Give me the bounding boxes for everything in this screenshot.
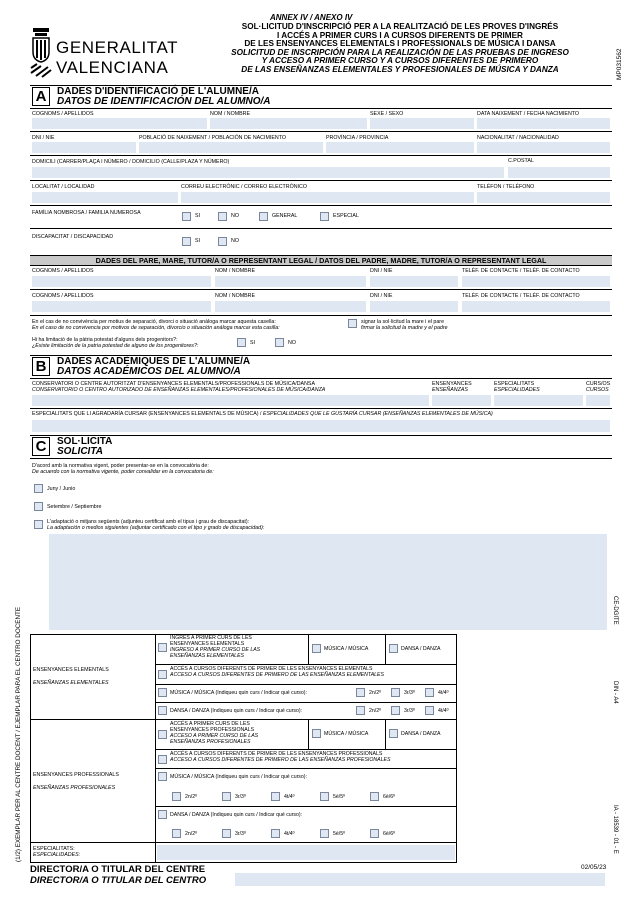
form-code: MP031562 [616, 48, 623, 80]
spec-label-va: ESPECIALITATS [494, 381, 535, 387]
left-margin-text: (1/2) EXEMPLAR PER AL CENTRE DOCENT / EJEMPLAR PARA EL CENTRO DOCENTE [15, 606, 22, 862]
sign-text-va: signar la sol·licitud la mare i el pare [361, 319, 445, 325]
limit-text-es: ¿Existe limitación de la patria potestad de alguno de los progenitores?: [32, 343, 199, 349]
adaptation-field[interactable] [49, 534, 607, 630]
name-label: NOM / NOMBRE [210, 111, 251, 117]
email-label: CORREU ELECTRÒNIC / CORREO ELECTRÓNICO [181, 184, 307, 190]
sex-label: SEXE / SEXO [370, 111, 404, 117]
parent2-contact-label: TELÈF. DE CONTACTE / TELÉF. DE CONTACTO [462, 293, 580, 299]
generalitat-logo [30, 26, 180, 82]
acces-prof-dance-checkbox[interactable] [389, 729, 398, 738]
elem-music-course-checkbox[interactable] [158, 688, 167, 697]
other-elem-checkbox[interactable] [158, 670, 167, 679]
separation-text-va: En el cas de no convivència per motius de separació, divorci o situació anàloga marcar aquesta casella: [32, 319, 276, 325]
large-family-general-checkbox[interactable] [259, 212, 268, 221]
acces-prof-music-checkbox[interactable] [312, 729, 321, 738]
sex-field[interactable] [370, 118, 474, 129]
specialties-label-es: ESPECIALIDADES: [33, 852, 81, 858]
september-label: Setembre / Septiembre [47, 504, 102, 510]
prof-label-va: ENSENYANCES PROFESSIONALS [33, 772, 119, 778]
nationality-label: NACIONALITAT / NACIONALIDAD [477, 135, 559, 141]
form-title: SOL·LICITUD D'INSCRIPCIÓ PER A LA REALITZACIÓ DE LES PROVES D'INGRÉS I ACCÉS A PRIMER CURS I A CURSOS DIFERENTS DE PRIMER DE LES ENSENYANCES ELEMENTALS I PROFESSIONALS DE MÚSICA I DANSA SOLICITUD DE INSCRIPCIÓN PARA LA REALIZACIÓN DE LAS PRUEBAS DE INGRESO Y ACCESO A PRIMER CURSO Y A CURSOS DIFERENTES DE PRIMERO DE LAS ENSEÑANZAS ELEMENTALES Y PROFESIONALES DE MÚSICA Y DANZA [231, 22, 569, 74]
right-margin-1: CE-DGITE [612, 596, 618, 625]
large-family-yes-checkbox[interactable] [182, 212, 191, 221]
parent2-name-label: NOM / NOMBRE [215, 293, 256, 299]
ingres-elem-checkbox[interactable] [158, 643, 167, 652]
parent2-contact-field[interactable] [462, 301, 610, 312]
email-field[interactable] [181, 192, 474, 203]
section-a-letter: A [32, 87, 50, 106]
adapt-es: La adaptación o medios siguientes (adjuntar certificado con el tipo y grado de discapacidad): [47, 525, 265, 531]
nationality-field[interactable] [477, 142, 610, 153]
surname-field[interactable] [32, 118, 207, 129]
teach-field[interactable] [432, 395, 491, 406]
logo-line2: VALENCIANA [56, 58, 169, 77]
surname-label: COGNOMS / APELLIDOS [32, 111, 94, 117]
section-c-letter: C [32, 437, 50, 456]
parent1-contact-label: TELÈF. DE CONTACTE / TELÉF. DE CONTACTO [462, 268, 580, 274]
parent2-dni-field[interactable] [370, 301, 458, 312]
centre-label-es: CONSERVATORIO O CENTRO AUTORIZADO DE ENSEÑANZAS ELEMENTALES/PROFESIONALES DE MÚSICA/DANZA [32, 387, 326, 393]
prof-dance-3-checkbox[interactable] [222, 829, 231, 838]
intro-va: D'acord amb la normativa vigent, poder presentar-se en la convocatòria de: [32, 463, 209, 469]
other-elem-label: ACCÉS A CURSOS DIFERENTS DE PRIMER DE LES ENSENYANCES ELEMENTALS ACCESO A CURSOS DIFERENTES DE PRIMERO DE LAS ENSEÑANZAS ELEMENTALES [170, 666, 384, 678]
postal-field[interactable] [508, 167, 610, 178]
parent1-surname-label: COGNOMS / APELLIDOS [32, 268, 94, 274]
disability-label: DISCAPACITAT / DISCAPACIDAD [32, 234, 114, 240]
centre-label-va: CONSERVATORI O CENTRE AUTORITZAT D'ENSENYANCES ELEMENTALS/PROFESSIONALS DE MÚSICA/DANSA [32, 381, 315, 387]
parents-heading: DADES DEL PARE, MARE, TUTOR/A O REPRESENTANT LEGAL / DATOS DEL PADRE, MADRE, TUTOR/A O REPRESENTANT LEGAL [30, 255, 612, 266]
large-family-special-checkbox[interactable] [320, 212, 329, 221]
director-signature: DIRECTOR/A O TITULAR DEL CENTRE DIRECTOR/A O TITULAR DEL CENTRO [30, 864, 207, 886]
prof-music-5-checkbox[interactable] [320, 792, 329, 801]
prof-dance-5-checkbox[interactable] [320, 829, 329, 838]
spec-field[interactable] [494, 395, 583, 406]
address-label: DOMICILI (CARRER/PLAÇA I NÚMERO / DOMICILIO (CALLE/PLAZA Y NÚMERO) [32, 159, 230, 165]
parent1-name-field[interactable] [215, 276, 366, 287]
wish-label: ESPECIALITATS QUE LI AGRADARÍA CURSAR (ENSENYANCES ELEMENTALS DE MÚSICA) / ESPECIALIDADES QUE LE GUSTARÍA CURSAR (ENSEÑANZAS ELEMENTALES DE MÚSICA) [32, 411, 493, 417]
prof-dance-6-checkbox[interactable] [370, 829, 379, 838]
address-field[interactable] [32, 167, 504, 178]
teach-label-es: ENSEÑANZAS [432, 387, 468, 393]
specialties-label-va: ESPECIALITATS: [33, 846, 75, 852]
sign-text-es: firmar la solicitud la madre y el padre [361, 325, 448, 331]
large-family-no-checkbox[interactable] [218, 212, 227, 221]
birthplace-field[interactable] [139, 142, 323, 153]
elem-dance-4-checkbox[interactable] [425, 706, 434, 715]
acces-prof-checkbox[interactable] [158, 730, 167, 739]
prof-dance-2-checkbox[interactable] [172, 829, 181, 838]
parent1-name-label: NOM / NOMBRE [215, 268, 256, 274]
prof-dance-4-checkbox[interactable] [271, 829, 280, 838]
june-label: Juny / Junio [47, 486, 76, 492]
ingres-elem-dance-checkbox[interactable] [389, 644, 398, 653]
prof-label-es: ENSEÑANZAS PROFESIONALES [33, 785, 116, 791]
section-a-title: DADES D'IDENTIFICACIÓ DE L'ALUMNE/A DATOS DE IDENTIFICACIÓN DEL ALUMNO/A [57, 86, 271, 107]
wish-field[interactable] [32, 420, 610, 432]
limit-text-va: Hi ha limitació de la pàtria potestat d'alguns dels progenitors?: [32, 337, 178, 343]
parent2-dni-label: DNI / NIE [370, 293, 393, 299]
director-field[interactable] [235, 873, 605, 886]
parent1-dni-label: DNI / NIE [370, 268, 393, 274]
other-prof-label: ACCÉS A CURSOS DIFERENTS DE PRIMER DE LES ENSENYANCES PROFESSIONALS ACCESO A CURSOS DIFERENTES DE PRIMERO DE LAS ENSEÑANZAS PROFESIONALES [170, 751, 391, 763]
elem-label-es: ENSEÑANZAS ELEMENTALES [33, 680, 109, 686]
elem-music-3-checkbox[interactable] [391, 688, 400, 697]
section-c-title: SOL·LICITA SOLICITA [57, 436, 113, 457]
prof-dance-course-checkbox[interactable] [158, 810, 167, 819]
specialties-field[interactable] [157, 845, 455, 860]
dni-label: DNI / NIE [32, 135, 55, 141]
limit-no-checkbox[interactable] [275, 338, 284, 347]
phone-label: TELÈFON / TELÉFONO [477, 184, 535, 190]
prof-music-2-checkbox[interactable] [172, 792, 181, 801]
prof-music-6-checkbox[interactable] [370, 792, 379, 801]
annex-label: ANNEX IV / ANEXO IV [270, 13, 353, 22]
elem-music-4-checkbox[interactable] [425, 688, 434, 697]
separation-checkbox[interactable] [348, 319, 357, 328]
section-b-title: DADES ACADÈMIQUES DE L'ALUMNE/A DATOS ACADÉMICOS DEL ALUMNO/A [57, 356, 251, 377]
teach-label-va: ENSENYANCES [432, 381, 472, 387]
adaptation-checkbox[interactable] [34, 520, 43, 529]
name-field[interactable] [210, 118, 367, 129]
elem-dance-course-checkbox[interactable] [158, 706, 167, 715]
prof-music-course-checkbox[interactable] [158, 772, 167, 781]
birthdate-label: DATA NAIXEMENT / FECHA NACIMIENTO [477, 111, 580, 117]
right-margin-2: DIN - A4 [612, 681, 618, 704]
parent1-dni-field[interactable] [370, 276, 458, 287]
intro-es: De acuerdo con la normativa vigente, poder convalidar en la convocatoria de: [32, 469, 214, 475]
dni-field[interactable] [32, 142, 136, 153]
coat-of-arms-icon [30, 26, 52, 78]
other-prof-checkbox[interactable] [158, 755, 167, 764]
separation-text-es: En el caso de no convivencia por motivos de separación, divorcio o situación análoga marcar esta casilla: [32, 325, 280, 331]
locality-label: LOCALITAT / LOCALIDAD [32, 184, 95, 190]
courses-label-va: CURS/OS [586, 381, 611, 387]
prof-music-4-checkbox[interactable] [271, 792, 280, 801]
form-date: 02/05/23 [581, 864, 607, 871]
disability-no-checkbox[interactable] [218, 237, 227, 246]
postal-label: C.POSTAL [508, 158, 534, 164]
birthdate-field[interactable] [477, 118, 610, 129]
spec-label-es: ESPECIALIDADES [494, 387, 540, 393]
parent1-surname-field[interactable] [32, 276, 211, 287]
parent1-contact-field[interactable] [462, 276, 610, 287]
large-family-label: FAMÍLIA NOMBROSA / FAMILIA NUMEROSA [32, 210, 141, 216]
september-checkbox[interactable] [34, 502, 43, 511]
elem-dance-2-checkbox[interactable] [356, 706, 365, 715]
logo-line1: GENERALITAT [56, 38, 179, 57]
adapt-va: L'adaptació o mitjans següents (adjunteu certificat amb el tipus i grau de discapacitat): [47, 519, 250, 525]
elem-label-va: ENSENYANCES ELEMENTALS [33, 667, 109, 673]
section-b-letter: B [32, 357, 50, 376]
province-field[interactable] [326, 142, 474, 153]
birthplace-label: POBLACIÓ DE NAIXEMENT / POBLACIÓN DE NACIMIENTO [139, 135, 286, 141]
prof-music-3-checkbox[interactable] [222, 792, 231, 801]
disability-yes-checkbox[interactable] [182, 237, 191, 246]
province-label: PROVÍNCIA / PROVINCIA [326, 135, 389, 141]
right-margin-3: IA - 18539 - 01 - E [612, 805, 618, 854]
courses-label-es: CURSOS [586, 387, 609, 393]
elem-music-2-checkbox[interactable] [356, 688, 365, 697]
acces-prof-label: ACCÉS A PRIMER CURS DE LES ENSENYANCES PROFESSIONALS ACCESO A PRIMER CURSO DE LAS ENSEÑANZAS PROFESIONALES [170, 721, 259, 745]
elem-dance-3-checkbox[interactable] [391, 706, 400, 715]
ingres-elem-label: INGRÉS A PRIMER CURS DE LES ENSENYANCES ELEMENTALS INGRESO A PRIMER CURSO DE LAS ENSEÑANZAS ELEMENTALES [170, 635, 261, 659]
parent2-name-field[interactable] [215, 301, 366, 312]
limit-yes-checkbox[interactable] [237, 338, 246, 347]
parent2-surname-field[interactable] [32, 301, 211, 312]
phone-field[interactable] [477, 192, 610, 203]
centre-field[interactable] [32, 395, 429, 406]
parent2-surname-label: COGNOMS / APELLIDOS [32, 293, 94, 299]
courses-field[interactable] [586, 395, 610, 406]
ingres-elem-music-checkbox[interactable] [312, 644, 321, 653]
june-checkbox[interactable] [34, 484, 43, 493]
locality-field[interactable] [32, 192, 178, 203]
